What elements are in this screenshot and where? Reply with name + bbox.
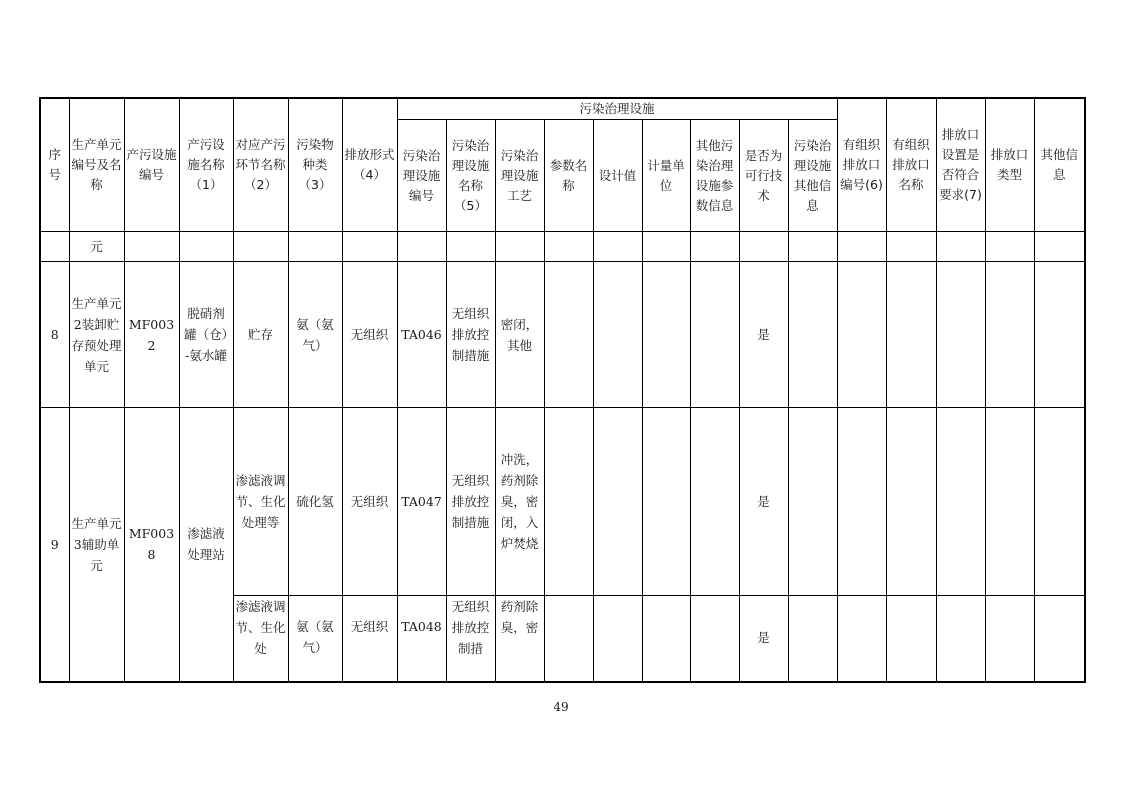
- cell-unit: 生产单元2装卸贮存预处理单元: [69, 262, 124, 408]
- page-number: 49: [553, 700, 569, 714]
- cell: [544, 262, 593, 408]
- header-organized-code: 有组织排放口编号(6): [837, 98, 886, 232]
- header-unit-measure: 计量单位: [642, 120, 690, 232]
- cell: [593, 596, 642, 682]
- cell-treat-process: 密闭，其他: [495, 262, 544, 408]
- cell-seq: 9: [40, 408, 69, 682]
- cell-feasible: 是: [739, 596, 788, 682]
- header-param-name: 参数名称: [544, 120, 593, 232]
- cell: [788, 262, 837, 408]
- cell-feasible: 是: [739, 408, 788, 596]
- cell: [495, 232, 544, 262]
- cell: [593, 408, 642, 596]
- cell-treat-code: TA048: [397, 596, 446, 682]
- cell: [642, 596, 690, 682]
- header-emission-form: 排放形式（4）: [342, 98, 397, 232]
- cell: [690, 408, 739, 596]
- cell: [886, 262, 936, 408]
- cell-treat-name: 无组织排放控制措施: [446, 262, 495, 408]
- cell-link-name: 渗滤液调节、生化处理等: [233, 408, 288, 596]
- cell-feasible: 是: [739, 262, 788, 408]
- header-treat-code: 污染治理设施编号: [397, 120, 446, 232]
- cell: [342, 232, 397, 262]
- cell: [544, 232, 593, 262]
- cell: [936, 596, 985, 682]
- cell: [642, 408, 690, 596]
- cell-emission-form: 无组织: [342, 262, 397, 408]
- header-design-value: 设计值: [593, 120, 642, 232]
- cell: [642, 232, 690, 262]
- cell-facility-code: MF0032: [124, 262, 179, 408]
- pollution-facility-table: [39, 97, 1086, 683]
- table-row: [40, 232, 1085, 262]
- header-other-info: 其他信息: [1034, 98, 1085, 232]
- cell-treat-code: TA046: [397, 262, 446, 408]
- cell-pollutant: 氨（氨气）: [288, 262, 342, 408]
- header-facility-name: 产污设施名称（1）: [179, 98, 233, 232]
- cell-treat-name: 无组织排放控制措: [446, 596, 495, 682]
- cell: [985, 262, 1034, 408]
- cell: [690, 232, 739, 262]
- cell: [1034, 232, 1085, 262]
- cell: [124, 232, 179, 262]
- header-seq: 序号: [40, 98, 69, 232]
- cell: [397, 232, 446, 262]
- cell: [690, 262, 739, 408]
- header-row-group: [40, 98, 1085, 120]
- cell: [985, 232, 1034, 262]
- table-row: [40, 262, 1085, 408]
- cell: [837, 408, 886, 596]
- cell: [837, 262, 886, 408]
- header-treat-name: 污染治理设施名称（5）: [446, 120, 495, 232]
- cell: [593, 262, 642, 408]
- cell-facility-name: 渗滤液处理站: [179, 408, 233, 682]
- header-treat-process: 污染治理设施工艺: [495, 120, 544, 232]
- cell-link-name: 贮存: [233, 262, 288, 408]
- header-treat-other: 污染治理设施其他信息: [788, 120, 837, 232]
- cell: [788, 408, 837, 596]
- cell: [544, 596, 593, 682]
- cell: [288, 232, 342, 262]
- cell: [886, 596, 936, 682]
- cell: [886, 408, 936, 596]
- cell: [788, 596, 837, 682]
- cell-pollutant: 硫化氢: [288, 408, 342, 596]
- cell: [593, 232, 642, 262]
- cell: [1034, 596, 1085, 682]
- cell: [936, 262, 985, 408]
- cell-emission-form: 无组织: [342, 596, 397, 682]
- cell-treat-name: 无组织排放控制措施: [446, 408, 495, 596]
- cell-link-name: 渗滤液调节、生化处: [233, 596, 288, 682]
- cell: [446, 232, 495, 262]
- cell-treat-code: TA047: [397, 408, 446, 596]
- cell: [233, 232, 288, 262]
- header-link-name: 对应产污环节名称（2）: [233, 98, 288, 232]
- cell: [936, 232, 985, 262]
- cell: [985, 596, 1034, 682]
- header-pollutant: 污染物种类（3）: [288, 98, 342, 232]
- cell: [544, 408, 593, 596]
- cell: [690, 596, 739, 682]
- header-other-params: 其他污染治理设施参数信息: [690, 120, 739, 232]
- cell: [179, 232, 233, 262]
- cell-unit: 生产单元3辅助单元: [69, 408, 124, 682]
- cell: [936, 408, 985, 596]
- table-row: [40, 408, 1085, 596]
- cell-pollutant: 氨（氨气）: [288, 596, 342, 682]
- header-organized-name: 有组织排放口名称: [886, 98, 936, 232]
- header-outlet-type: 排放口类型: [985, 98, 1034, 232]
- cell: [40, 232, 69, 262]
- cell-facility-name: 脱硝剂罐（仓）-氨水罐: [179, 262, 233, 408]
- cell: [642, 262, 690, 408]
- cell: [837, 232, 886, 262]
- cell-unit: 元: [69, 232, 124, 262]
- header-unit: 生产单元编号及名称: [69, 98, 124, 232]
- cell: [1034, 262, 1085, 408]
- cell-facility-code: MF0038: [124, 408, 179, 682]
- header-feasible: 是否为可行技术: [739, 120, 788, 232]
- cell: [985, 408, 1034, 596]
- header-treatment-group: 污染治理设施: [397, 98, 837, 120]
- header-facility-code: 产污设施编号: [124, 98, 179, 232]
- cell-seq: 8: [40, 262, 69, 408]
- cell: [837, 596, 886, 682]
- cell-treat-process: 药剂除臭，密: [495, 596, 544, 682]
- cell-emission-form: 无组织: [342, 408, 397, 596]
- cell: [886, 232, 936, 262]
- header-outlet-compliant: 排放口设置是否符合要求(7): [936, 98, 985, 232]
- cell: [788, 232, 837, 262]
- cell: [1034, 408, 1085, 596]
- cell-treat-process: 冲洗，药剂除臭，密闭，入炉焚烧: [495, 408, 544, 596]
- cell: [739, 232, 788, 262]
